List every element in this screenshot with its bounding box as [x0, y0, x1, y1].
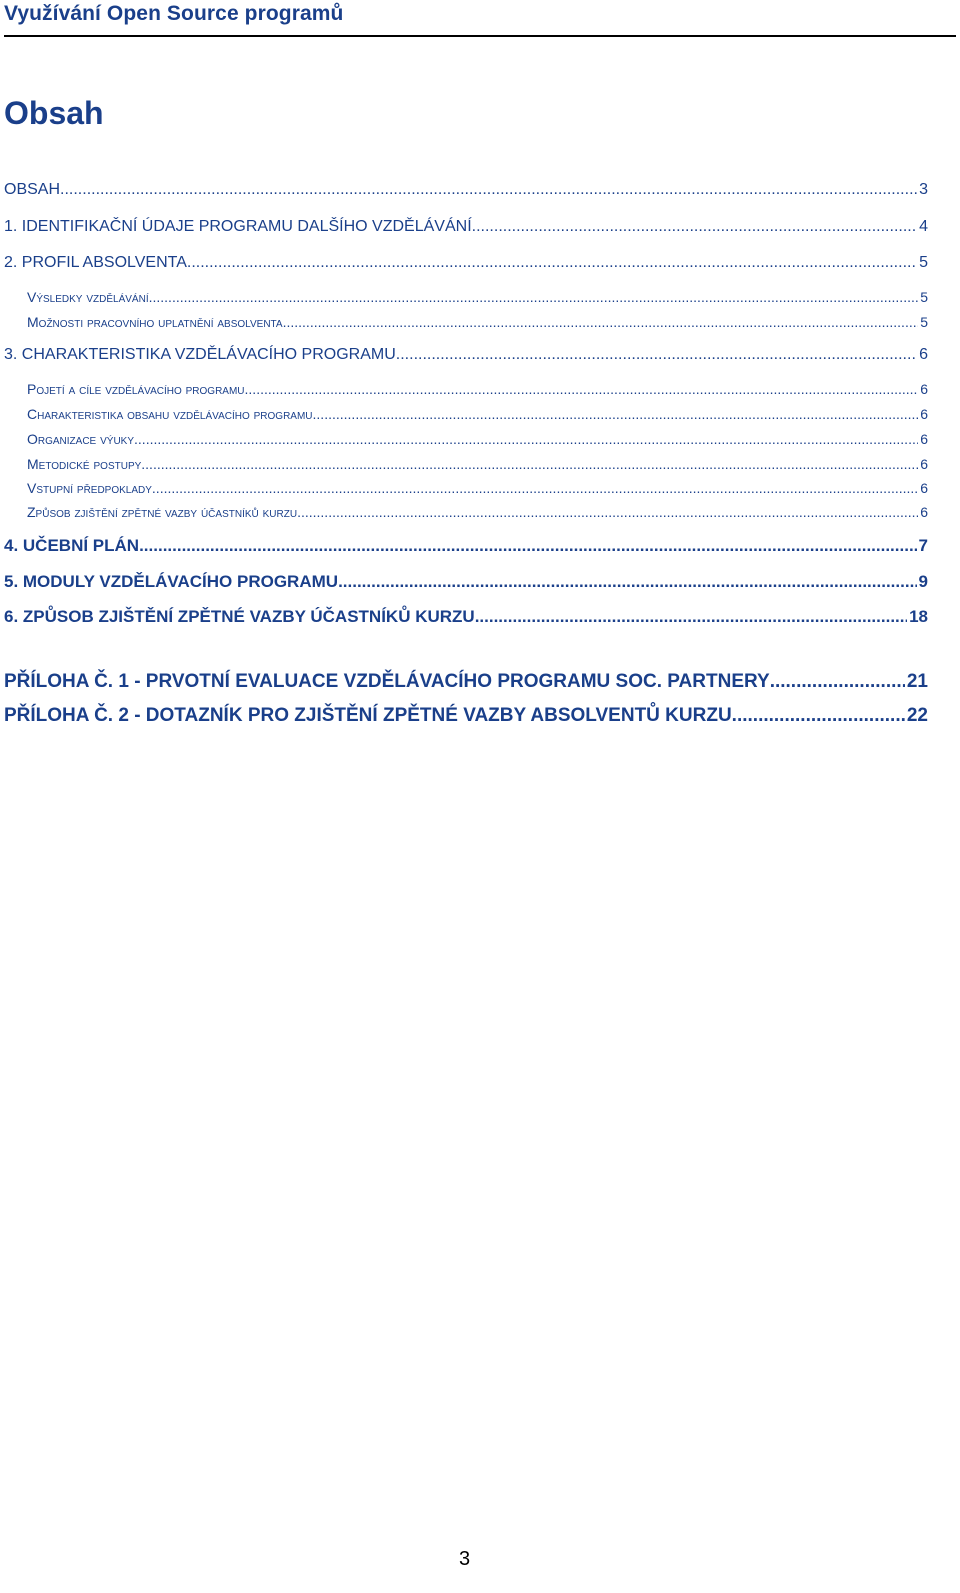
- toc-entry-page: 6: [920, 431, 928, 447]
- toc-entry-page: 6: [920, 381, 928, 397]
- toc-dot-leader: [134, 431, 918, 447]
- toc-dot-leader: [141, 456, 918, 472]
- toc-entry-title: 4. UČEBNÍ PLÁN: [4, 536, 140, 555]
- toc-dot-leader: [297, 504, 918, 520]
- toc-entry-title: Způsob zjištění zpětné vazby účastníků kurzu: [27, 504, 298, 520]
- toc-entry-page: 5: [920, 289, 928, 305]
- toc-dot-leader: [139, 536, 916, 556]
- toc-entry-zpusob-zjisteni[interactable]: [4, 607, 928, 627]
- toc-entry-charakteristika-programu[interactable]: [4, 346, 928, 364]
- toc-entry-moduly[interactable]: [4, 572, 928, 592]
- toc-entry-title: 3. CHARAKTERISTIKA VZDĚLÁVACÍHO PROGRAMU: [4, 346, 396, 363]
- toc-dot-leader: [149, 289, 919, 305]
- toc-entry-page: 6: [920, 406, 928, 422]
- toc-entry-title: 5. MODULY VZDĚLÁVACÍHO PROGRAMU: [4, 572, 339, 591]
- toc-dot-leader: [472, 218, 917, 236]
- toc-dot-leader: [475, 607, 907, 627]
- toc-entry-title: OBSAH: [4, 181, 61, 198]
- toc-entry-profil-absolventa[interactable]: [4, 254, 928, 272]
- toc-entry-charakteristika-obsahu[interactable]: [27, 406, 928, 422]
- toc-entry-priloha-2[interactable]: [4, 705, 928, 727]
- toc-entry-priloha-1[interactable]: [4, 671, 928, 693]
- toc-dot-leader: [152, 480, 918, 496]
- toc-entry-page: 6: [919, 346, 928, 363]
- toc-entry-title: Výsledky vzdělávání: [27, 289, 149, 305]
- toc-entry-title: Pojetí a cíle vzdělávacího programu: [27, 381, 245, 397]
- toc-entry-page: 5: [919, 254, 928, 271]
- toc-entry-page: 4: [919, 218, 928, 235]
- toc-entry-title: Organizace výuky: [27, 431, 135, 447]
- page-number: 3: [459, 1548, 471, 1570]
- toc-entry-moznosti-uplatneni[interactable]: [27, 314, 928, 330]
- toc-entry-vysledky-vzdelavani[interactable]: [27, 289, 928, 305]
- toc-entry-obsah[interactable]: [4, 181, 928, 199]
- toc-entry-title: 1. IDENTIFIKAČNÍ ÚDAJE PROGRAMU DALŠÍHO VZDĚLÁVÁNÍ: [4, 218, 472, 235]
- running-header: Využívání Open Source programů: [4, 2, 344, 25]
- toc-dot-leader: [770, 671, 905, 693]
- toc-entry-identifikacni-udaje[interactable]: [4, 218, 928, 236]
- toc-entry-vstupni-predpoklady[interactable]: [27, 480, 928, 496]
- toc-entry-page: 9: [918, 572, 928, 591]
- toc-entry-page: 5: [920, 314, 928, 330]
- toc-entry-title: Vstupní předpoklady: [27, 480, 152, 496]
- toc-entry-page: 7: [918, 536, 928, 555]
- toc-dot-leader: [60, 181, 917, 199]
- toc-dot-leader: [187, 254, 917, 272]
- toc-dot-leader: [732, 705, 905, 727]
- toc-entry-page: 6: [920, 504, 928, 520]
- toc-entry-page: 18: [909, 607, 928, 626]
- toc-entry-page: 6: [920, 456, 928, 472]
- header-rule: [4, 35, 956, 37]
- toc-entry-title: 2. PROFIL ABSOLVENTA: [4, 254, 187, 271]
- toc-entry-metodicke-postupy[interactable]: [27, 456, 928, 472]
- toc-dot-leader: [245, 381, 919, 397]
- toc-entry-title: Možnosti pracovního uplatnění absolventa: [27, 314, 283, 330]
- toc-entry-page: 6: [920, 480, 928, 496]
- toc-entry-title: PŘÍLOHA Č. 1 - PRVOTNÍ EVALUACE VZDĚLÁVACÍHO PROGRAMU SOC. PARTNERY: [4, 671, 770, 692]
- toc-entry-page: 3: [919, 181, 928, 198]
- toc-dot-leader: [338, 572, 916, 592]
- toc-entry-page: 22: [906, 705, 928, 726]
- toc-dot-leader: [283, 314, 919, 330]
- toc-heading: Obsah: [4, 95, 104, 131]
- toc-dot-leader: [396, 346, 917, 364]
- toc-entry-title: 6. ZPŮSOB ZJIŠTĚNÍ ZPĚTNÉ VAZBY ÚČASTNÍKŮ KURZU: [4, 607, 475, 626]
- toc-entry-pojeti-a-cile[interactable]: [27, 381, 928, 397]
- toc-entry-ucebni-plan[interactable]: [4, 536, 928, 556]
- toc-entry-title: PŘÍLOHA Č. 2 - DOTAZNÍK PRO ZJIŠTĚNÍ ZPĚTNÉ VAZBY ABSOLVENTŮ KURZU: [4, 705, 732, 726]
- toc-entry-title: Charakteristika obsahu vzdělávacího programu: [27, 406, 313, 422]
- toc-entry-page: 21: [906, 671, 928, 692]
- toc-entry-title: Metodické postupy: [27, 456, 142, 472]
- toc-entry-organizace-vyuky[interactable]: [27, 431, 928, 447]
- toc-entry-zpusob-zjisteni-sub[interactable]: [27, 504, 928, 520]
- toc-dot-leader: [313, 406, 919, 422]
